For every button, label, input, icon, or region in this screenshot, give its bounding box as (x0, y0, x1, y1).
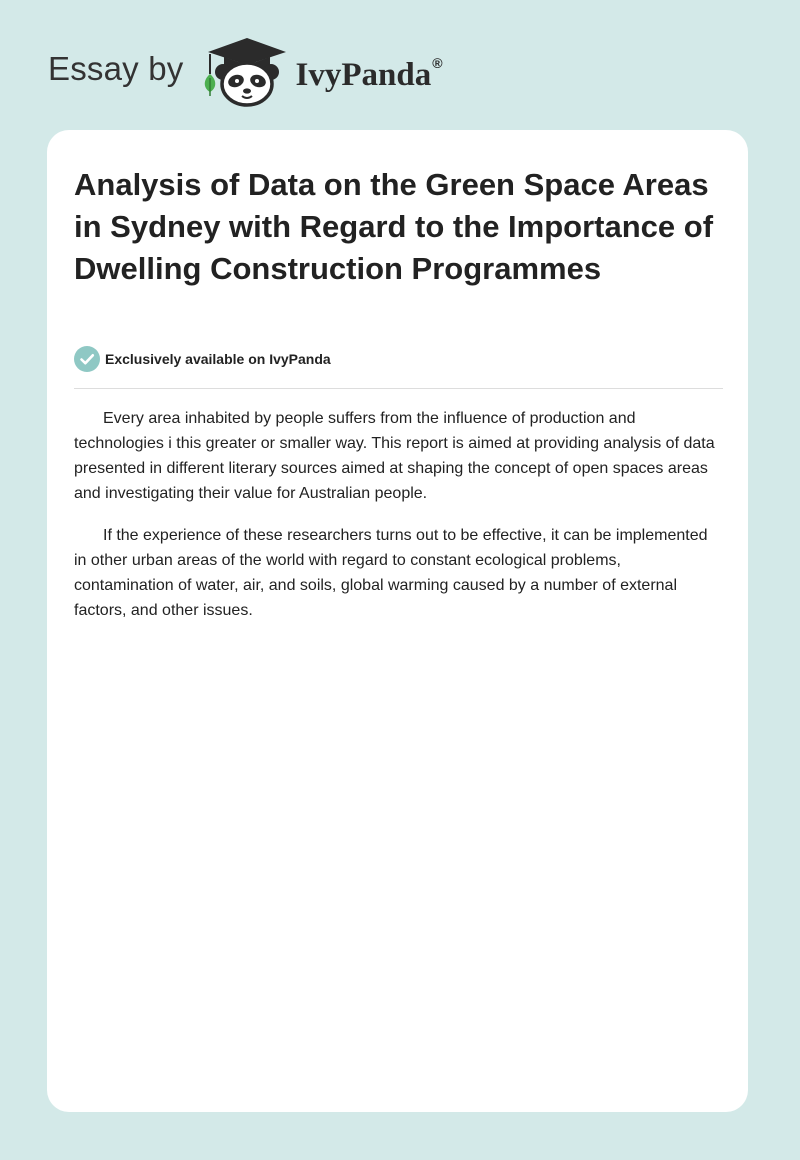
paragraph: If the experience of these researchers turns out to be effective, it can be implemented in other urban areas of the world with regard to constant ecological problems, contamination of water, air, and soils, global warming caused by a number of external factors, and other issues. (74, 527, 708, 619)
paragraph: Every area inhabited by people suffers from the influence of production and technologies i this greater or smaller way. This report is aimed at providing analysis of data presented in different literary sources aimed at shaping the concept of open spaces areas and investigating their value for Australian people. (74, 410, 715, 502)
exclusive-label: Exclusively available on IvyPanda (105, 351, 331, 367)
exclusive-badge (74, 346, 331, 372)
check-circle-icon (74, 346, 100, 372)
site-header (48, 36, 443, 108)
registered-mark: ® (432, 54, 443, 71)
brand-name (295, 54, 443, 94)
brand-label: IvyPanda (295, 56, 432, 93)
essay-by-label: Essay by (48, 50, 184, 87)
panda-graduate-logo-icon (202, 36, 292, 108)
essay-card (47, 130, 748, 1112)
essay-body (74, 406, 724, 640)
divider (74, 388, 723, 389)
essay-title: Analysis of Data on the Green Space Areas in Sydney with Regard to the Importance of Dwelling Construction Programmes (74, 167, 714, 286)
